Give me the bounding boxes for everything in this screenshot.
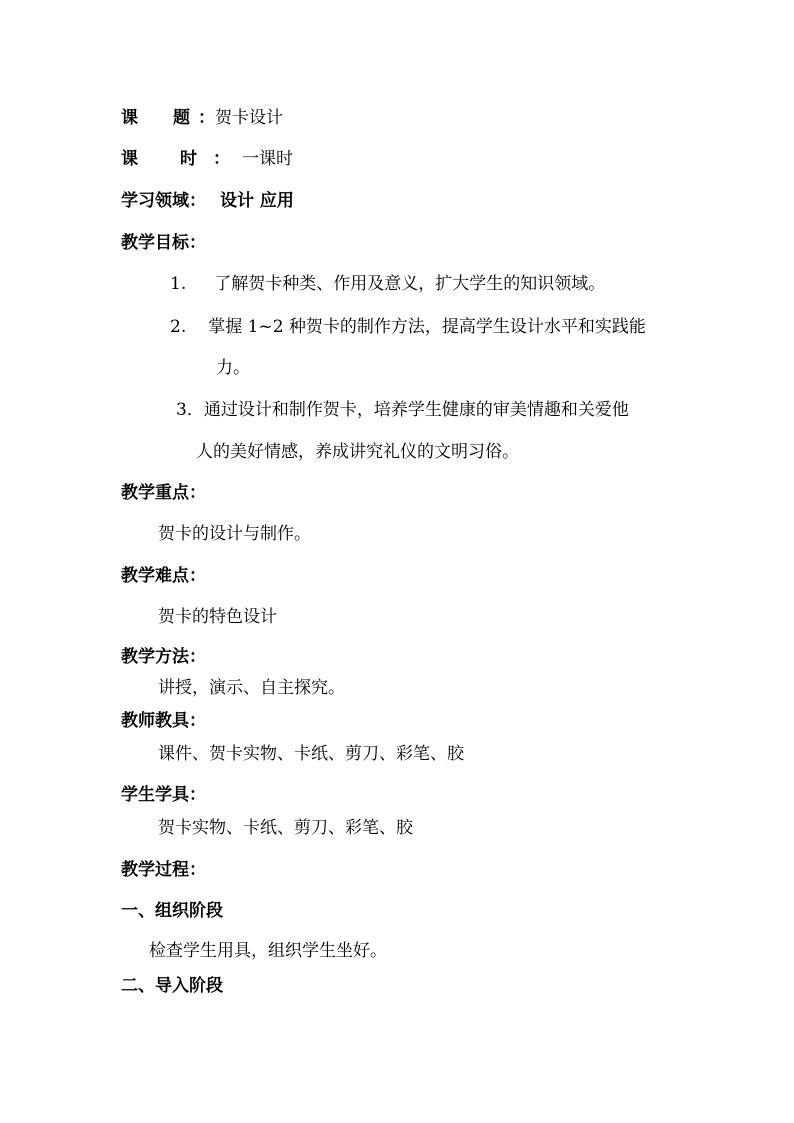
stage1-text: 检查学生用具，组织学生坐好。 xyxy=(149,941,387,961)
objective-item-1 xyxy=(170,273,605,295)
hours-line xyxy=(121,148,293,170)
methods-text: 讲授，演示、自主探究。 xyxy=(158,678,345,698)
topic-label-a: 课 xyxy=(121,108,138,128)
topic-value: 贺卡设计 xyxy=(215,108,283,128)
hours-value: 一课时 xyxy=(242,149,293,169)
hours-label-a: 课 xyxy=(121,149,138,169)
process-heading: 教学过程： xyxy=(121,860,206,880)
domain-line xyxy=(121,190,294,212)
objective-item-2-num: 2. xyxy=(170,317,187,337)
topic-label-b: 题 xyxy=(173,108,190,128)
topic-line xyxy=(121,107,283,129)
teacher-tools-heading: 教师教具： xyxy=(121,711,206,731)
domain-label: 学习领域： xyxy=(121,191,206,211)
methods-heading: 教学方法： xyxy=(121,647,206,667)
objective-item-3-line1: 3．通过设计和制作贺卡，培养学生健康的审美情趣和关爱他 xyxy=(176,400,629,420)
stage2-heading: 二、导入阶段 xyxy=(121,976,223,996)
objective-item-1-num: 1. xyxy=(170,274,187,294)
key-points-heading: 教学重点： xyxy=(121,483,206,503)
hours-separator: ： xyxy=(213,149,230,169)
hours-label-b: 时 xyxy=(180,149,197,169)
objectives-heading: 教学目标： xyxy=(121,233,206,253)
objective-item-3-line2: 人的美好情感，养成讲究礼仪的文明习俗。 xyxy=(196,442,519,462)
student-tools-heading: 学生学具： xyxy=(121,785,206,805)
objective-item-2-text-line2: 力。 xyxy=(216,358,250,378)
domain-value: 设计 应用 xyxy=(220,191,294,211)
objective-item-2 xyxy=(170,316,646,338)
key-points-text: 贺卡的设计与制作。 xyxy=(158,524,311,544)
student-tools-text: 贺卡实物、卡纸、剪刀、彩笔、胶 xyxy=(158,818,413,838)
teacher-tools-text: 课件、贺卡实物、卡纸、剪刀、彩笔、胶 xyxy=(158,744,464,764)
stage1-heading: 一、组织阶段 xyxy=(121,901,223,921)
topic-separator: ： xyxy=(198,108,215,128)
difficulties-text: 贺卡的特色设计 xyxy=(158,607,277,627)
difficulties-heading: 教学难点： xyxy=(121,566,206,586)
objective-item-2-text-line1: 掌握 1~2 种贺卡的制作方法，提高学生设计水平和实践能 xyxy=(208,317,646,337)
objective-item-1-text: 了解贺卡种类、作用及意义，扩大学生的知识领域。 xyxy=(214,274,606,294)
